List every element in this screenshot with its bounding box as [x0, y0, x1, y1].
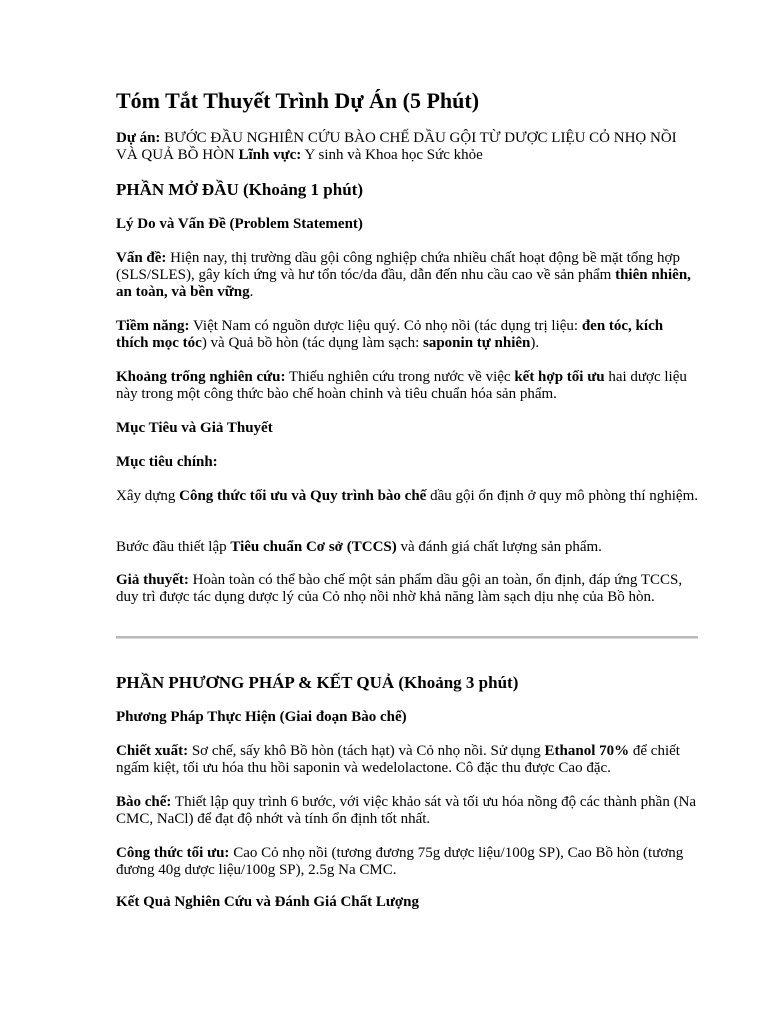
project-info: [116, 130, 698, 164]
gap-bold: kết hợp tối ưu: [514, 369, 605, 385]
optimal-label: Công thức tối ưu:: [116, 845, 230, 861]
optimal-formula-paragraph: [116, 845, 698, 879]
optimal-text: Cao Cỏ nhọ nồi (tương đương 75g dược liệu/100g SP), Cao Bồ hòn (tương đương 40g dược liệu/100g SP), 2.5g Na CMC.: [116, 845, 684, 878]
project-label: Dự án:: [116, 130, 161, 146]
formulation-text: Thiết lập quy trình 6 bước, với việc khảo sát và tối ưu hóa nồng độ các thành phần (Na CMC, NaCl) để đạt độ nhớt và tính ổn định tốt nhất.: [116, 794, 697, 827]
gap-label: Khoảng trống nghiên cứu:: [116, 369, 286, 385]
extraction-text-2: để chiết ngấm kiệt, tối ưu hóa thu hồi saponin và wedelolactone. Cô đặc thu được Cao đặc.: [116, 743, 680, 776]
extraction-label: Chiết xuất:: [116, 743, 189, 759]
problem-bold: thiên nhiên, an toàn, và bền vững: [116, 267, 691, 300]
methods-heading: PHẦN PHƯƠNG PHÁP & KẾT QUẢ (Khoảng 3 phút): [116, 673, 519, 692]
goal-heading: Mục Tiêu và Giả Thuyết: [116, 420, 273, 436]
hypothesis-text: Hoàn toàn có thể bào chế một sản phẩm dầu gội an toàn, ổn định, đáp ứng TCCS, duy trì được tác dụng dược lý của Cỏ nhọ nồi nhờ khả năng làm sạch dịu nhẹ của Bồ hòn.: [116, 572, 683, 605]
potential-text-2: ) và Quả bồ hòn (tác dụng làm sạch:: [201, 335, 423, 351]
goal-2-bold: Tiêu chuẩn Cơ sở (TCCS): [230, 539, 397, 555]
field-label: Lĩnh vực:: [238, 147, 302, 163]
goal-1-bold: Công thức tối ưu và Quy trình bào chế: [179, 488, 427, 504]
project-name: BƯỚC ĐẦU NGHIÊN CỨU BÀO CHẾ DẦU GỘI TỪ DƯỢC LIỆU CỎ NHỌ NỒI VÀ QUẢ BỒ HÒN: [116, 130, 677, 163]
hypothesis-paragraph: [116, 572, 698, 606]
goal-1-text-1: Xây dựng: [116, 488, 180, 504]
problem-paragraph: [116, 250, 698, 301]
page-title: Tóm Tắt Thuyết Trình Dự Án (5 Phút): [116, 88, 480, 113]
goal-1-text-2: dầu gội ổn định ở quy mô phòng thí nghiệm.: [426, 488, 698, 504]
goal-1-paragraph: [116, 488, 698, 505]
goal-2-paragraph: [116, 539, 698, 556]
results-heading: Kết Quả Nghiên Cứu và Đánh Giá Chất Lượng: [116, 894, 420, 910]
problem-text: Hiện nay, thị trường dầu gội công nghiệp chứa nhiều chất hoạt động bề mặt tổng hợp (SLS/SLES), gây kích ứng và hư tổn tóc/da đầu, dẫn đến nhu cầu cao về sản phẩm: [116, 250, 680, 283]
extraction-paragraph: [116, 743, 698, 777]
goal-2-text-2: và đánh giá chất lượng sản phẩm.: [396, 539, 602, 555]
gap-paragraph: [116, 369, 698, 403]
reason-heading: Lý Do và Vấn Đề (Problem Statement): [116, 216, 363, 232]
formulation-paragraph: [116, 794, 698, 828]
potential-bold-1: đen tóc, kích thích mọc tóc: [116, 318, 664, 351]
main-goal-heading: Mục tiêu chính:: [116, 454, 218, 470]
potential-label: Tiềm năng:: [116, 318, 190, 334]
gap-text-2: hai dược liệu này trong một công thức bào chế hoàn chỉnh và tiêu chuẩn hóa sản phẩm.: [116, 369, 687, 402]
field-value: Y sinh và Khoa học Sức khỏe: [301, 147, 483, 163]
goal-2-text-1: Bước đầu thiết lập: [116, 539, 231, 555]
problem-label: Vấn đề:: [116, 250, 167, 266]
intro-heading: PHẦN MỞ ĐẦU (Khoảng 1 phút): [116, 180, 363, 199]
section-divider: [116, 636, 698, 639]
method-heading: Phương Pháp Thực Hiện (Giai đoạn Bào chế): [116, 709, 407, 725]
potential-text-3: ).: [530, 335, 540, 351]
hypothesis-label: Giả thuyết:: [116, 572, 189, 588]
potential-bold-2: saponin tự nhiên: [423, 335, 531, 351]
gap-text-1: Thiếu nghiên cứu trong nước về việc: [285, 369, 515, 385]
formulation-label: Bào chế:: [116, 794, 172, 810]
extraction-text-1: Sơ chế, sấy khô Bồ hòn (tách hạt) và Cỏ nhọ nồi. Sử dụng: [188, 743, 545, 759]
potential-text-1: Việt Nam có nguồn dược liệu quý. Cỏ nhọ nồi (tác dụng trị liệu:: [189, 318, 582, 334]
potential-paragraph: [116, 318, 698, 352]
extraction-bold: Ethanol 70%: [544, 743, 630, 759]
problem-end: .: [249, 284, 254, 300]
